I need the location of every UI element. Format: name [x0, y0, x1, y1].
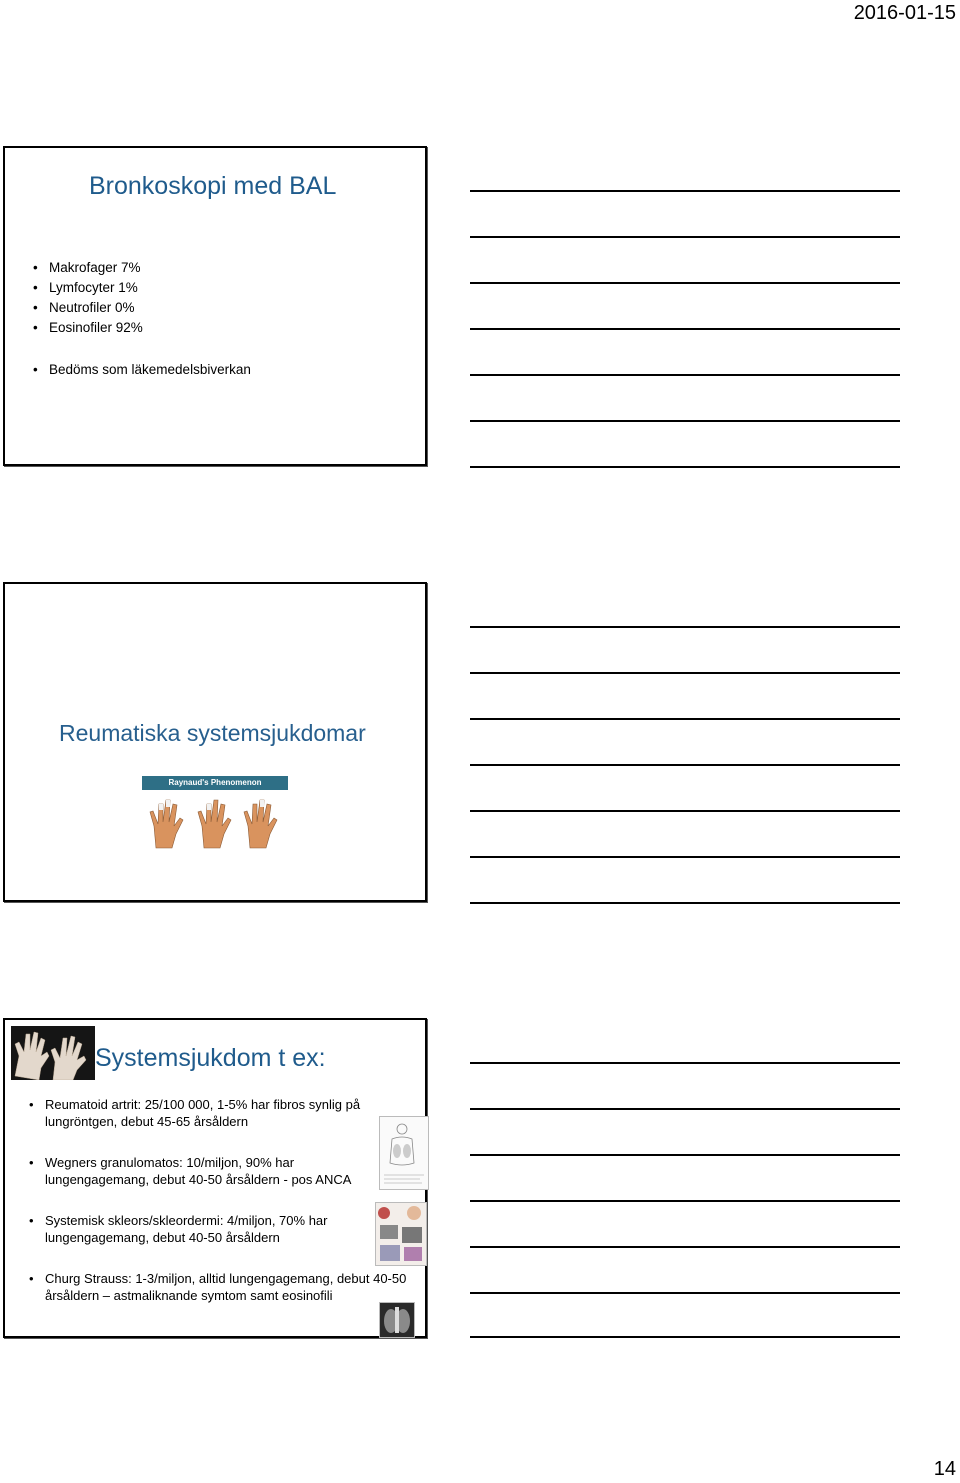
hands-photo	[11, 1026, 95, 1080]
notes-line	[470, 420, 900, 422]
bullet-item: • Reumatoid artrit: 25/100 000, 1-5% har fibros synlig på lungröntgen, debut 45-65 årsåldern	[27, 1096, 385, 1130]
bullet-item: • Wegners granulomatos: 10/miljon, 90% har lungengagemang, debut 40-50 årsåldern - pos ANCA	[27, 1154, 385, 1188]
bullet-item: • Makrofager 7%	[31, 258, 143, 278]
page-number: 14	[933, 1458, 956, 1480]
notes-line	[470, 328, 900, 330]
notes-line	[470, 1336, 900, 1338]
slide-3	[3, 1018, 427, 1338]
hands-illustration	[142, 790, 288, 852]
notes-line	[470, 1108, 900, 1110]
notes-line	[470, 282, 900, 284]
bullet-item: • Systemisk skleors/skleordermi: 4/miljon, 70% har lungengagemang, debut 40-50 årsåldern	[27, 1212, 385, 1246]
notes-line	[470, 672, 900, 674]
notes-line	[470, 466, 900, 468]
bullet-list	[27, 1096, 415, 1328]
page-date: 2016-01-15	[853, 2, 956, 24]
notes-line	[470, 1062, 900, 1064]
notes-line	[470, 190, 900, 192]
notes-line	[470, 764, 900, 766]
notes-line	[470, 374, 900, 376]
bullet-list	[31, 360, 251, 380]
bullet-item: • Bedöms som läkemedelsbiverkan	[31, 360, 251, 380]
notes-line	[470, 626, 900, 628]
notes-line	[470, 856, 900, 858]
notes-line	[470, 902, 900, 904]
notes-line	[470, 718, 900, 720]
notes-line	[470, 1292, 900, 1294]
bullet-item: • Neutrofiler 0%	[31, 298, 143, 318]
lung-xray-image	[379, 1302, 415, 1338]
bullet-item: • Lymfocyter 1%	[31, 278, 143, 298]
bullet-item: • Eosinofiler 92%	[31, 318, 143, 338]
slide-title: Reumatiska systemsjukdomar	[59, 720, 366, 746]
lung-diagram-image	[379, 1116, 429, 1190]
notes-line	[470, 1246, 900, 1248]
image-caption: Raynaud's Phenomenon	[142, 776, 288, 790]
scleroderma-collage-image	[375, 1202, 427, 1266]
slide-title: Systemsjukdom t ex:	[95, 1044, 326, 1072]
notes-line	[470, 1154, 900, 1156]
notes-line	[470, 810, 900, 812]
notes-line	[470, 236, 900, 238]
slide-1	[3, 146, 427, 466]
bullet-list	[31, 258, 143, 338]
slide-2	[3, 582, 427, 902]
bullet-item: • Churg Strauss: 1-3/miljon, alltid lungengagemang, debut 40-50 årsåldern – astmaliknande symtom samt eosinofili	[27, 1270, 415, 1304]
notes-line	[470, 1200, 900, 1202]
slide-title: Bronkoskopi med BAL	[89, 172, 337, 200]
raynaud-image	[142, 776, 288, 852]
